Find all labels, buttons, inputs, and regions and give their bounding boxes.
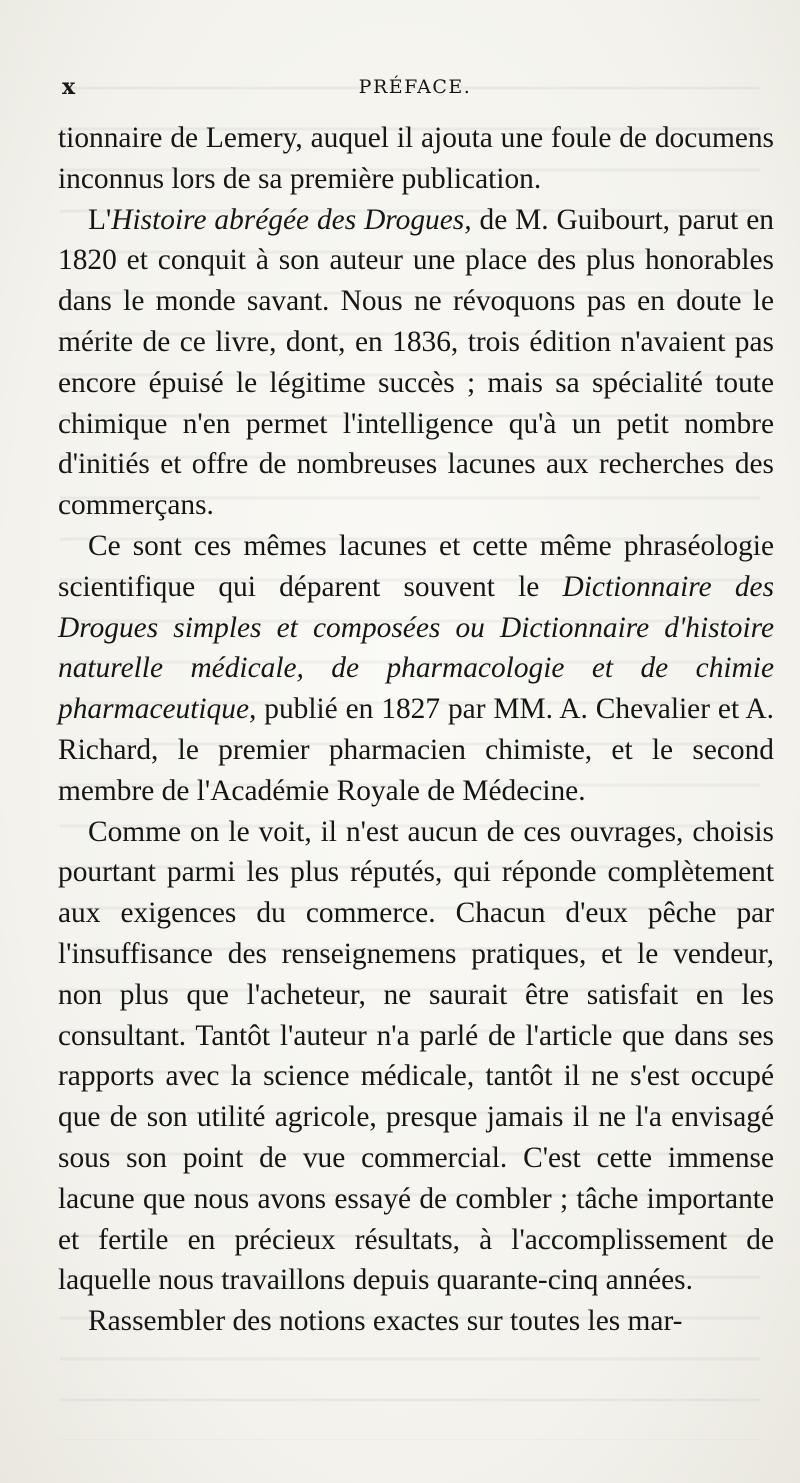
text-run: L'	[88, 203, 112, 236]
text-run: publié en 1827 par MM. A. Chevalier et A. Richard, le premier pharmacien chimiste, et le second membre de l'Académie Royale de Médecine.	[58, 693, 774, 807]
paragraph-2	[58, 200, 774, 526]
text-run: Ce sont ces mêmes lacunes et cette même phraséologie scientifique qui déparent souvent le	[58, 529, 774, 603]
running-head: PRÉFACE.	[358, 76, 472, 98]
text-run: tionnaire de Lemery, auquel il ajouta une foule de documens inconnus lors de sa première publication.	[58, 122, 774, 195]
page-header	[62, 74, 768, 104]
body-text	[58, 118, 774, 1342]
paragraph-5	[58, 1301, 774, 1342]
italic-title-run: Dictionnaire des Drogues simples et composées ou Dictionnaire d'histoire naturelle médicale, de pharmacologie et de chimie pharmaceutique,	[58, 570, 775, 726]
paragraph-3	[58, 526, 774, 812]
text-run: Rassembler des notions exactes sur toutes les mar-	[88, 1305, 683, 1338]
paragraph-4	[58, 812, 774, 1302]
text-run: Comme on le voit, il n'est aucun de ces ouvrages, choisis pourtant parmi les plus réputés, qui réponde complètement aux exigences du commerce. Chacun d'eux pêche par l'insuffisance des renseignemens pratiques, et le vendeur, non plus que l'acheteur, ne saurait être satisfait en les consultant. Tantôt l'auteur n'a parlé de l'article que dans ses rapports avec la science médicale, tantôt il ne s'est occupé que de son utilité agricole, presque jamais il ne l'a envisagé sous son point de vue commercial. C'est cette immense lacune que nous avons essayé de combler ; tâche importante et fertile en précieux résultats, à l'accomplissement de laquelle nous travaillons depuis quarante-cinq années.	[58, 815, 774, 1297]
paragraph-1	[58, 118, 774, 200]
italic-title-run: Histoire abrégée des Drogues,	[111, 203, 472, 236]
page-number: x	[62, 74, 77, 100]
text-run: de M. Guibourt, parut en 1820 et conquit à son auteur une place des plus honorables dans le monde savant. Nous ne révoquons pas en doute le mérite de ce livre, dont, en 1836, trois édition n'avaient pas encore épuisé le légitime succès ; mais sa spécialité toute chimique n'en permet l'intelligence qu'à un petit nombre d'initiés et offre de nombreuses lacunes aux recherches des commerçans.	[58, 203, 774, 522]
